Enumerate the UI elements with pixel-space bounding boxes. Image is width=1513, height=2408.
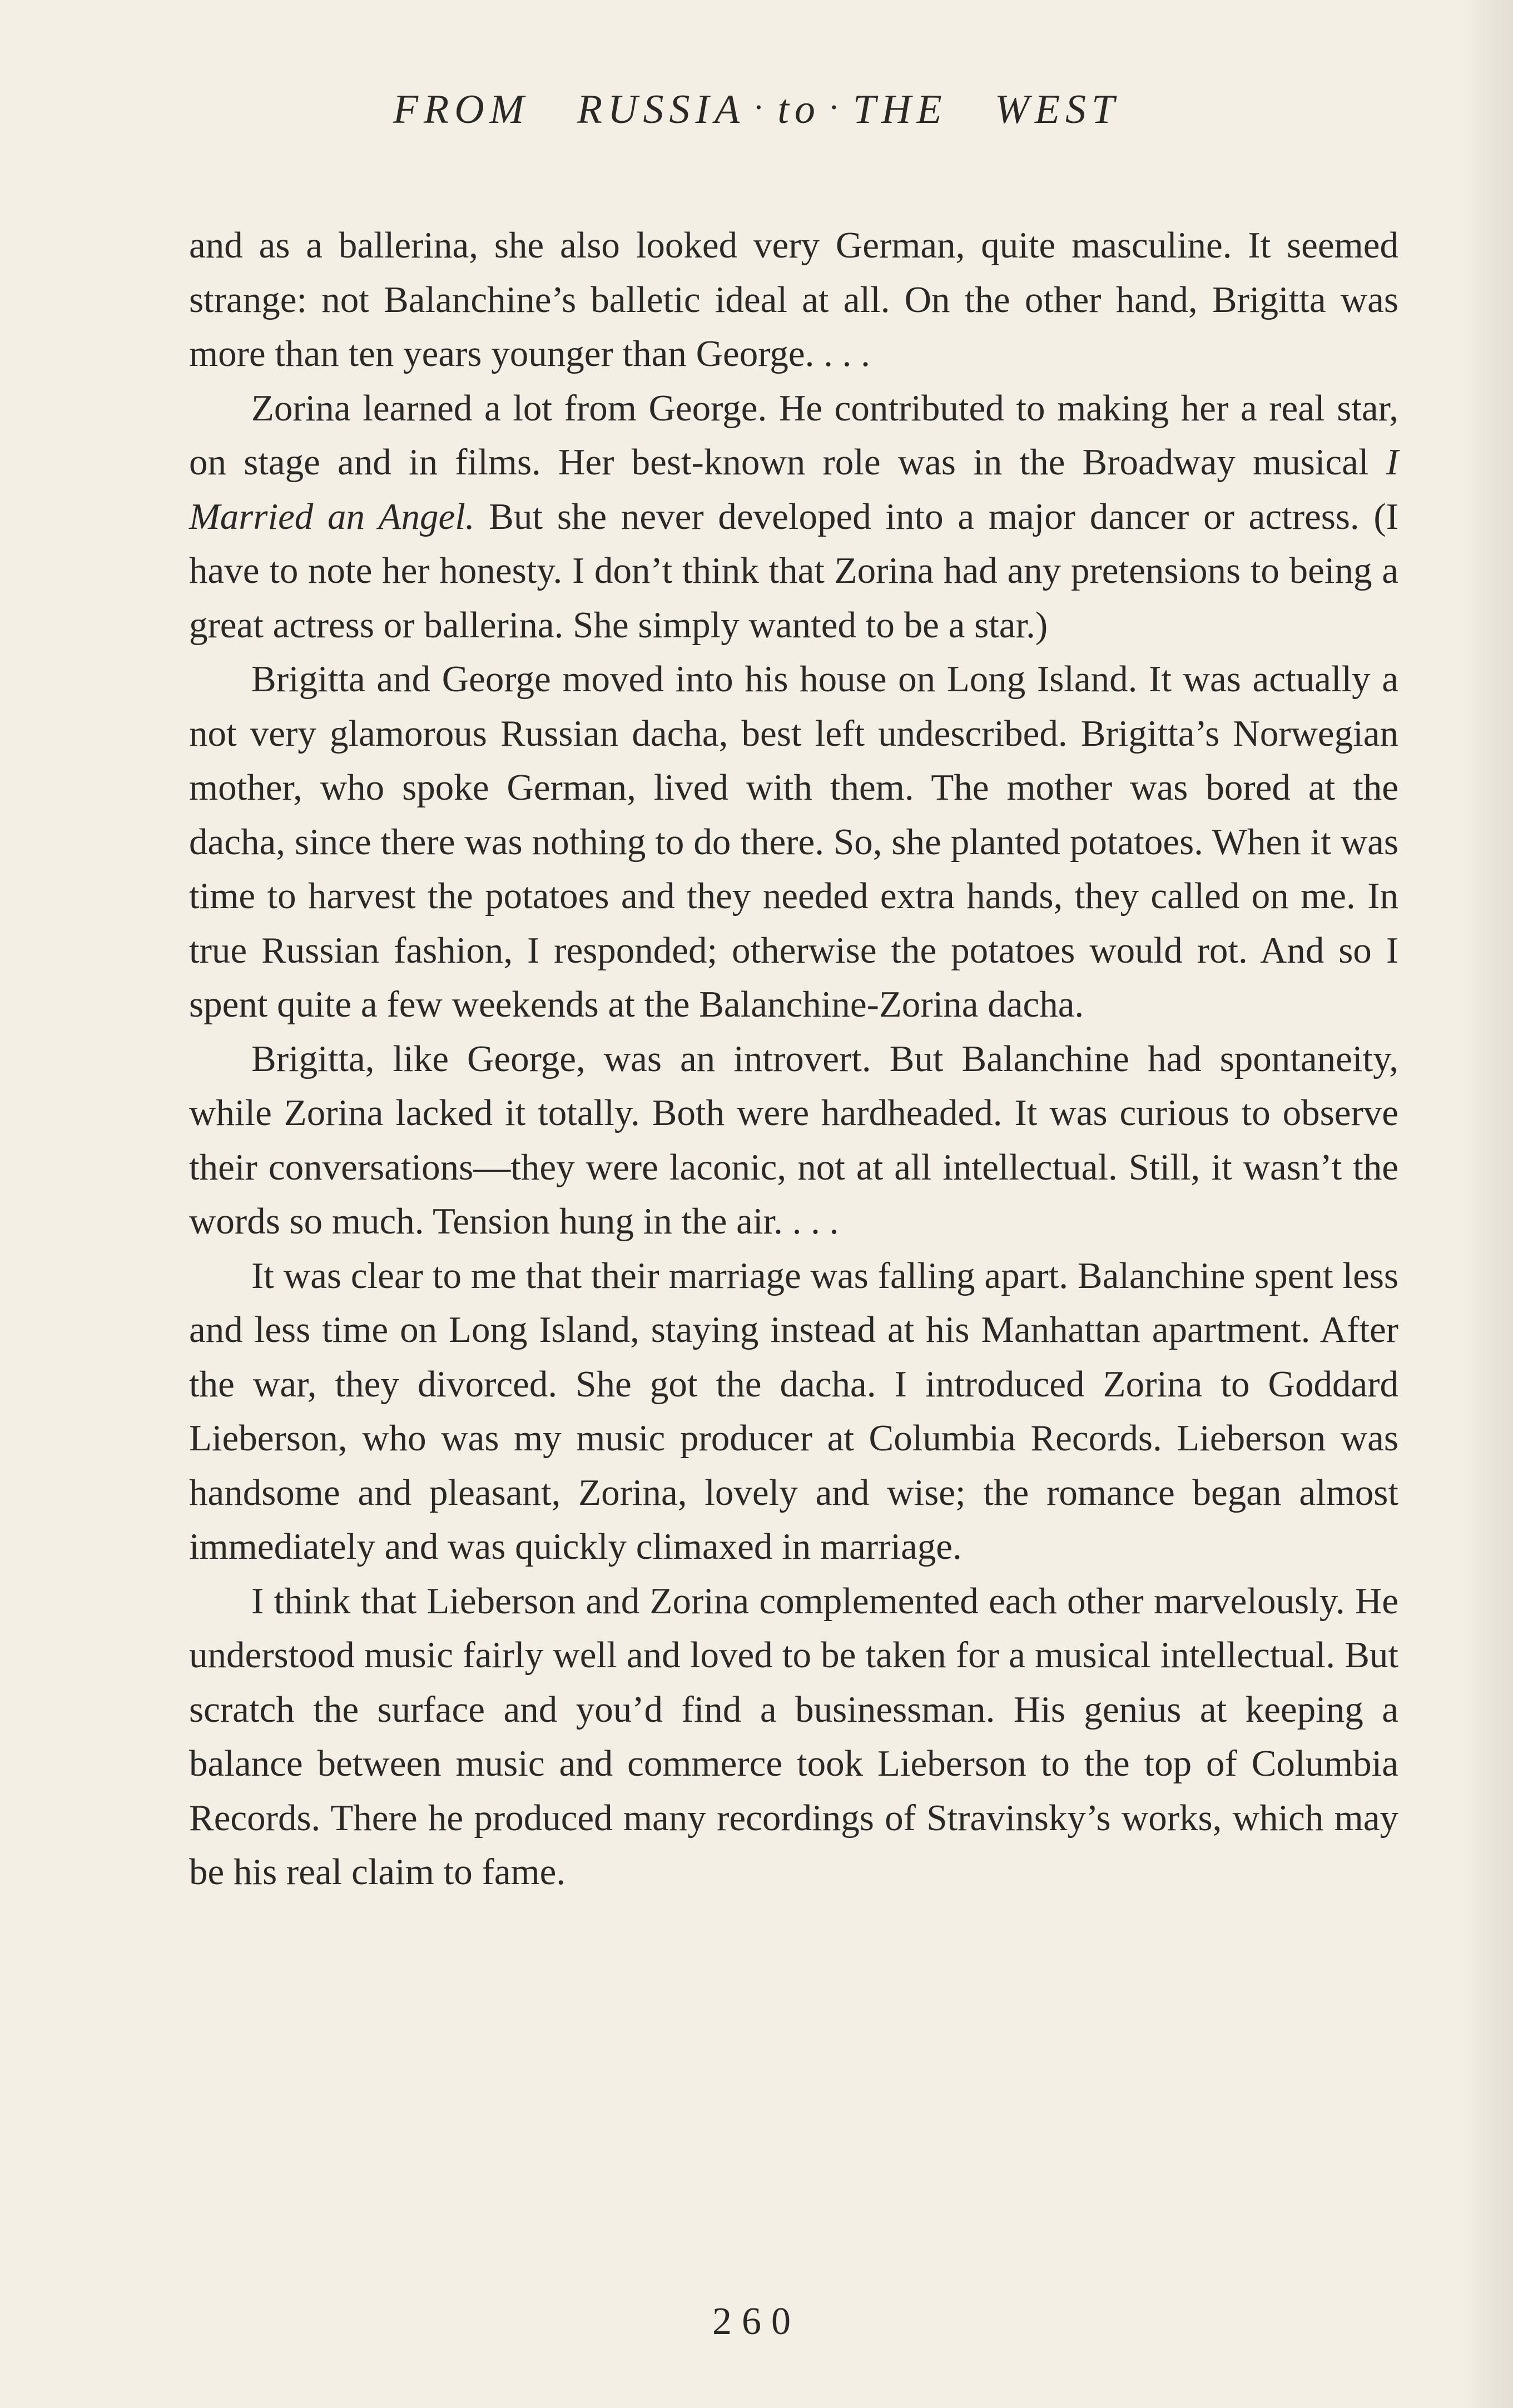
running-head-to: to bbox=[777, 87, 821, 132]
paragraph-text: But she never developed into a major dancer or actress. (I have to note her honesty. I don’t think that Zorina had any pretensions to being a great actress or ballerina. She simply wanted to be a star.) bbox=[189, 496, 1398, 646]
paragraph-text: I think that Lieberson and Zorina complemented each other marvelously. He understood music fairly well and loved to be taken for a musical intellectual. But scratch the surface and you’d find a businessman. His genius at keeping a balance between music and commerce took Lieberson to the top of Columbia Records. There he produced many recordings of Stravinsky’s works, which may be his real claim to fame. bbox=[189, 1580, 1398, 1892]
paragraph-text: Zorina learned a lot from George. He contributed to making her a real star, on stage and in films. Her best-known role was in the Broadway musical bbox=[189, 387, 1398, 483]
page-number: 260 bbox=[712, 2300, 801, 2343]
musical-title: I Married an Angel. bbox=[189, 442, 1398, 537]
paragraph-text: Brigitta and George moved into his house on Long Island. It was actually a not very glamorous Russian dacha, best left undescribed. Brigitta’s Norwegian mother, who spoke German, lived with them. The mother was bored at the dacha, since there was nothing to do there. So, she planted potatoes. When it was time to harvest the potatoes and they needed extra hands, they called on me. In true Russian fashion, I responded; otherwise the potatoes would rot. And so I spent quite a few weekends at the Balanchine-Zorina dacha. bbox=[189, 658, 1398, 1025]
running-head-from: FROM bbox=[393, 87, 530, 132]
paragraph bbox=[189, 1032, 1398, 1249]
running-head-russia: RUSSIA bbox=[577, 87, 746, 132]
paragraph bbox=[189, 1574, 1398, 1900]
paragraph-text: It was clear to me that their marriage was falling apart. Balanchine spent less and less time on Long Island, staying instead at his Manhattan apartment. After the war, they divorced. She got the dacha. I introduced Zorina to Goddard Lieberson, who was my music producer at Columbia Records. Lieberson was handsome and pleasant, Zorina, lovely and wise; the romance began almost immediately and was quickly climaxed in marriage. bbox=[189, 1255, 1398, 1567]
paragraph bbox=[189, 219, 1398, 381]
running-head bbox=[0, 82, 1513, 135]
paragraph-text: and as a ballerina, she also looked very German, quite masculine. It seemed strange: not Balanchine’s balletic ideal at all. On the other hand, Brigitta was more than ten years younger than George. . . . bbox=[189, 225, 1398, 374]
paragraph bbox=[189, 652, 1398, 1032]
body-text bbox=[189, 219, 1398, 1900]
running-head-west: WEST bbox=[995, 87, 1120, 132]
page-edge-shadow bbox=[1463, 0, 1513, 2408]
paragraph bbox=[189, 381, 1398, 653]
running-head-separator: · bbox=[753, 89, 770, 126]
running-head-separator: · bbox=[828, 89, 845, 126]
running-head-the: THE bbox=[852, 87, 948, 132]
paragraph-text: Brigitta, like George, was an introvert. But Balanchine had spontaneity, while Zorina lacked it totally. Both were hardheaded. It was curious to observe their conversations—they were laconic, not at all intellectual. Still, it wasn’t the words so much. Tension hung in the air. . . . bbox=[189, 1038, 1398, 1242]
paragraph bbox=[189, 1249, 1398, 1574]
